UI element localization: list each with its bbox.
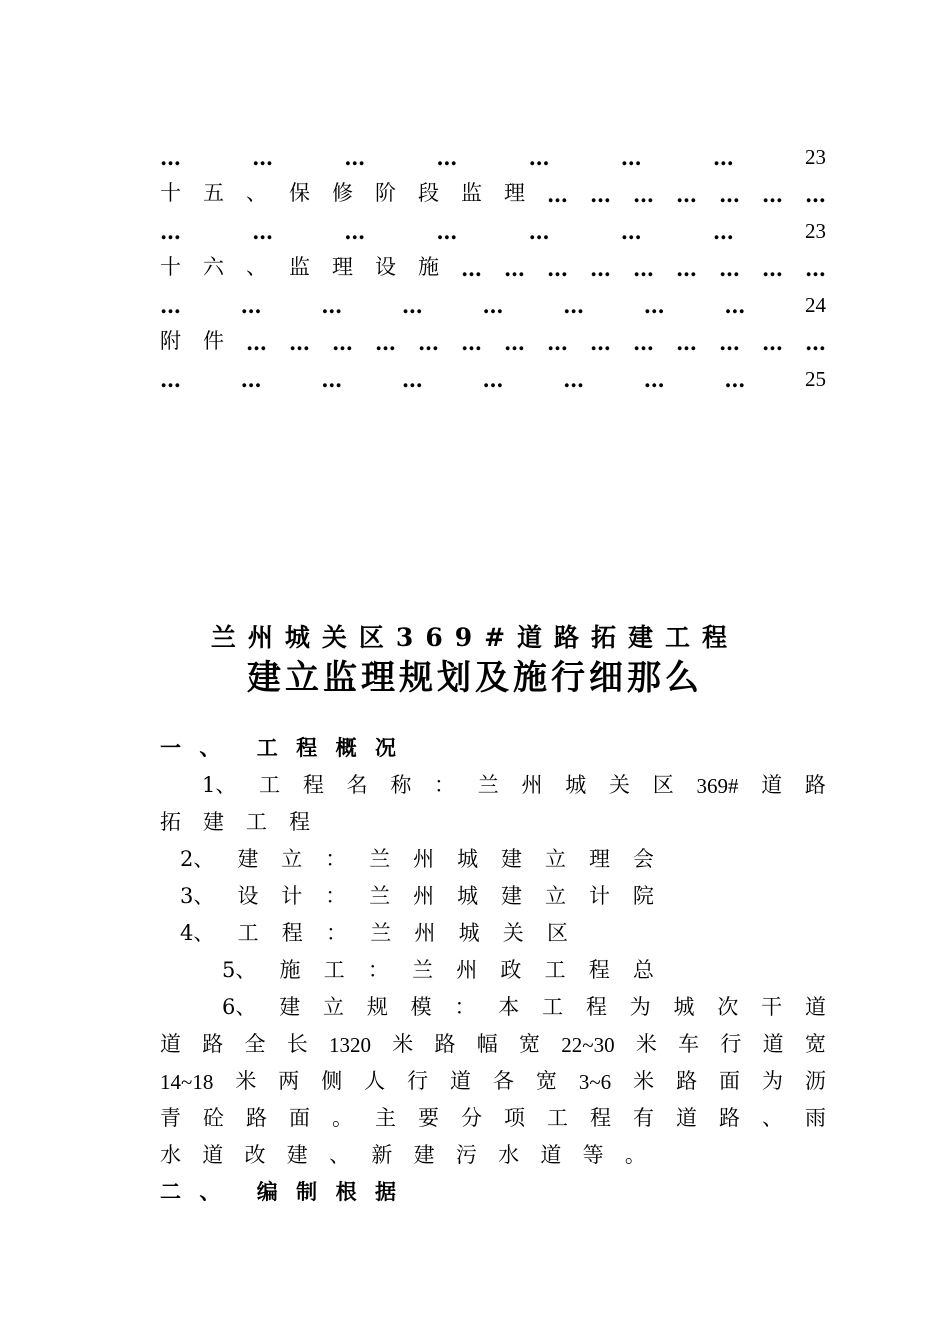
document-title-line2: 建立监理规划及施行细那么 <box>247 658 703 698</box>
paragraph-line: 4、 工 程 ： 兰 州 城 关 区 <box>180 921 568 945</box>
toc-page-number: 24 <box>805 293 826 317</box>
section-heading-2: 二 、 编 制 根 据 <box>160 1179 396 1204</box>
paragraph-line: 2、 建 立 ： 兰 州 城 建 立 理 会 <box>180 847 654 871</box>
toc-entry-appendix[interactable]: 附 件 … … … … … … … … … … … … … … <box>160 329 826 355</box>
section-heading-1: 一 、 工 程 概 况 <box>160 735 396 760</box>
toc-entry-15[interactable]: 十 五 、 保 修 阶 段 监 理 … … … … … … … <box>160 181 826 207</box>
paragraph-line: 青 砼 路 面 。 主 要 分 项 工 程 有 道 路 、 雨 <box>160 1106 826 1130</box>
toc-row: … … … … … … … 23 <box>160 145 826 170</box>
toc-entry-16[interactable]: 十 六 、 监 理 设 施 … … … … … … … … … <box>160 255 826 281</box>
paragraph-line: 6、 建 立 规 模 ： 本 工 程 为 城 次 干 道 <box>222 995 826 1019</box>
toc-page-number: 23 <box>804 145 826 169</box>
toc-row: … … … … … … … … 25 <box>160 367 826 392</box>
toc-row: … … … … … … … 23 <box>160 219 826 244</box>
paragraph-line: 水 道 改 建 、 新 建 污 水 道 等 。 <box>160 1143 646 1167</box>
document-title-line1: 兰州城关区369#道路拓建工程 <box>210 623 740 652</box>
paragraph-line: 道 路 全 长 1320 米 路 幅 宽 22~30 米 车 行 道 宽 <box>160 1032 826 1057</box>
paragraph-line: 14~18 米 两 侧 人 行 道 各 宽 3~6 米 路 面 为 沥 <box>160 1069 826 1094</box>
paragraph-line: 拓 建 工 程 <box>160 810 310 834</box>
paragraph-line: 5、 施 工 ： 兰 州 政 工 程 总 <box>222 958 654 982</box>
paragraph-line: 1、 工 程 名 称 ： 兰 州 城 关 区 369# 道 路 <box>202 773 826 798</box>
toc-page-number: 25 <box>805 367 826 391</box>
paragraph-line: 3、 设 计 ： 兰 州 城 建 立 计 院 <box>180 884 654 908</box>
toc-page-number: 23 <box>804 219 826 243</box>
toc-row: … … … … … … … … 24 <box>160 293 826 318</box>
